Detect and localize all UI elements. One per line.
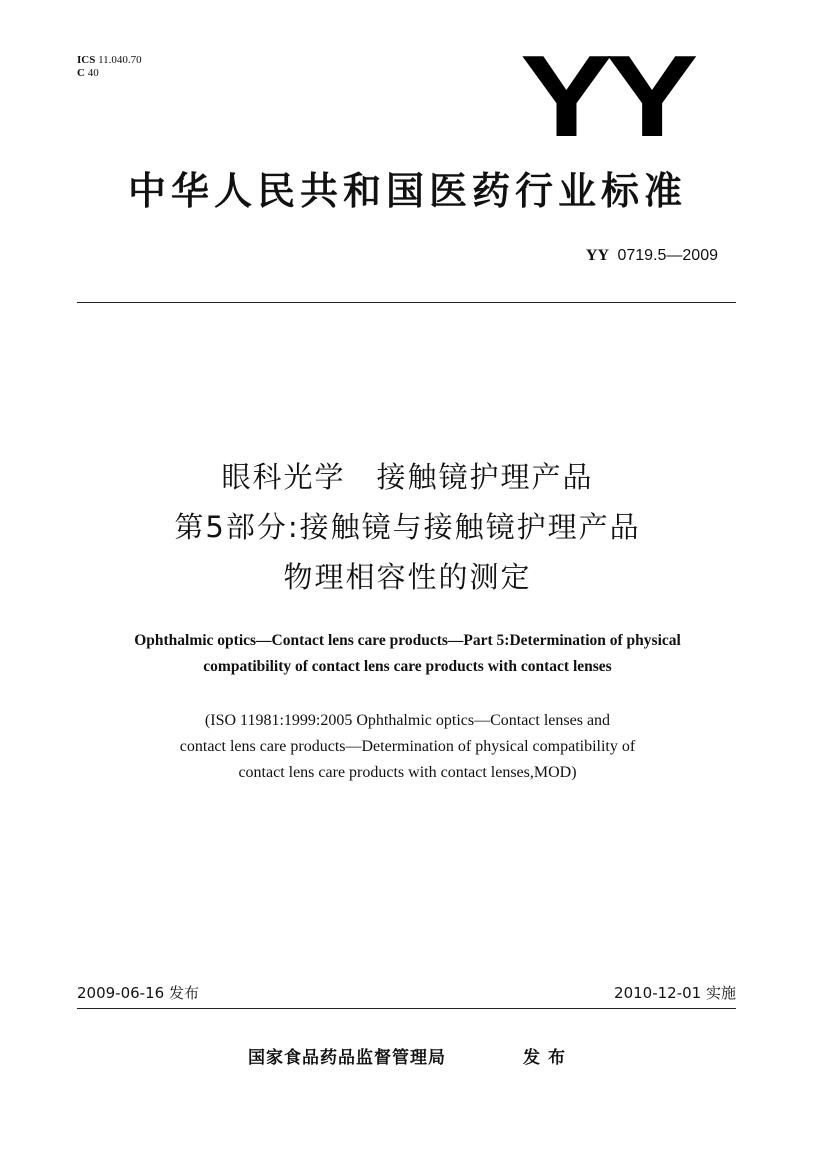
ccs-code: 40 bbox=[87, 67, 99, 79]
ics-line bbox=[77, 54, 142, 67]
ics-code: 11.040.70 bbox=[98, 54, 142, 66]
yy-logo-text: YY bbox=[520, 31, 692, 161]
iso-reference-line-2: contact lens care products—Determination of physical compatibility of bbox=[179, 738, 636, 755]
chinese-title-line-1: 眼科光学 接触镜护理产品 bbox=[221, 460, 594, 494]
yy-logo bbox=[520, 31, 720, 161]
english-title-line-1: Ophthalmic optics—Contact lens care products—Part 5:Determination of physical bbox=[134, 632, 681, 649]
issue-label: 发布 bbox=[523, 1048, 573, 1068]
iso-reference bbox=[60, 708, 755, 786]
issuing-authority: 国家食品药品监督管理局 bbox=[248, 1048, 446, 1068]
publish-date: 2009-06-16 发布 bbox=[77, 984, 199, 1002]
implement-date: 2010-12-01 实施 bbox=[614, 984, 736, 1002]
ccs-label: C bbox=[77, 67, 85, 79]
standard-code: 0719.5—2009 bbox=[617, 247, 718, 264]
english-title bbox=[60, 628, 755, 680]
standard-number bbox=[586, 246, 718, 266]
bottom-divider bbox=[77, 1008, 736, 1009]
ics-label: ICS bbox=[77, 54, 96, 66]
chinese-title bbox=[0, 452, 815, 602]
iso-reference-line-1: (ISO 11981:1999:2005 Ophthalmic optics—Contact lenses and bbox=[204, 712, 611, 729]
chinese-title-line-2: 第5部分:接触镜与接触镜护理产品 bbox=[174, 510, 641, 544]
top-divider bbox=[77, 302, 736, 303]
iso-reference-line-3: contact lens care products with contact lenses,MOD) bbox=[238, 764, 577, 781]
standard-prefix: YY bbox=[585, 247, 610, 264]
chinese-title-line-3: 物理相容性的测定 bbox=[283, 560, 532, 594]
org-title: 中华人民共和国医药行业标准 bbox=[127, 169, 687, 213]
classification-codes bbox=[77, 54, 142, 80]
ccs-line bbox=[77, 67, 142, 80]
english-title-line-2: compatibility of contact lens care products with contact lenses bbox=[203, 658, 612, 675]
